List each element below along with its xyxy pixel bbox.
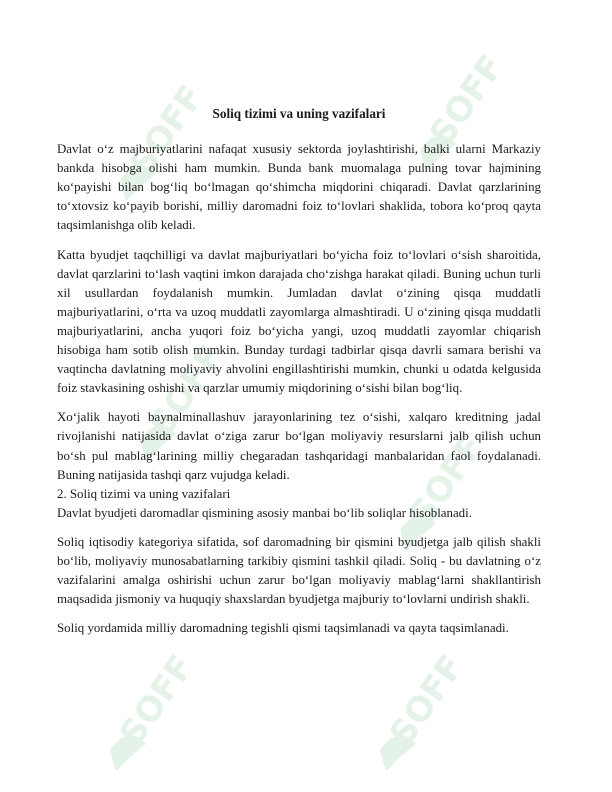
document-body — [57, 104, 541, 648]
document-title: Soliq tizimi va uning vazifalari — [212, 106, 386, 121]
section-heading: 2. Soliq tizimi va uning vazifalari — [57, 486, 231, 501]
svg-text:SOFF: SOFF — [111, 648, 203, 753]
svg-text:SOFF: SOFF — [401, 428, 493, 533]
paragraph: Xo‘jalik hayoti baynalminallashuv jarayonlarining tez o‘sishi, xalqaro kreditning jadal rivojlanishi natijasida davlat o‘ziga zarur bo‘lgan moliyaviy resurslarni jalb qilish uchun bo‘sh pul mablag‘larining milliy chegaradan tashqaridagi manbalaridan faol foydalanadi. Buning natijasida tashqi qarz vujudga keladi. — [57, 410, 541, 482]
svg-text:SOFF: SOFF — [421, 48, 513, 153]
svg-text:SOFF: SOFF — [381, 648, 473, 753]
paragraph: Katta byudjet taqchilligi va davlat majburiyatlari bo‘yicha foiz to‘lovlari o‘sish sharoitida, davlat qarzlarini to‘lash vaqtini imkon darajada cho‘zishga harakat qiladi. Buning uchun turli xil usullardan foydalanish mumkin. Jumladan davlat o‘zining qisqa muddatli majburiyatlarini, o‘rta va uzoq muddatli zayomlarga almashtiradi. U o‘zining qisqa muddatli majburiyatlarini, ancha yuqori foiz bo‘yicha yangi, uzoq muddatli zayomlar chiqarish hisobiga ham sotib olish mumkin. Bunday turdagi tadbirlar qisqa davrli samara berishi va vaqtincha davlatning moliyaviy ahvolini engillashtirishi mumkin, chunki u odatda kelgusida foiz stavkasining oshishi va qarzlar umumiy miqdorining o‘sishi bilan bog‘liq. — [57, 247, 541, 396]
svg-text:SOFF: SOFF — [121, 78, 213, 183]
svg-text:SOFF: SOFF — [141, 338, 233, 443]
paragraph: Soliq yordamida milliy daromadning tegishli qismi taqsimlanadi va qayta taqsimlanadi. — [57, 621, 509, 636]
section-lead: Davlat byudjeti daromadlar qismining asosiy manbai bo‘lib soliqlar hisoblanadi. — [57, 505, 472, 520]
paragraph: Soliq iqtisodiy kategoriya sifatida, sof daromadning bir qismini byudjetga jalb qilish shakli bo‘lib, moliyaviy munosabatlarning tarkibiy qismini tashkil qiladi. Soliq - bu davlatning o‘z vazifalarini amalga oshirishi uchun zarur bo‘lgan moliyaviy mablag‘larni shakllantirish maqsadida jismoniy va huquqiy shaxslardan byudjetga majburiy to‘lovlarni undirish shakli. — [57, 534, 541, 607]
soff-watermark-icon — [90, 640, 220, 770]
paragraph: Davlat o‘z majburiyatlarini nafaqat xususiy sektorda joylashtirishi, balki ularni Markaziy bankda hisobga olishi ham mumkin. Bunda bank muomalaga pulning tovar hajmining ko‘payishi bilan bog‘liq bo‘lmagan qo‘shimcha miqdorini chiqaradi. Davlat qarzlarining to‘xtovsiz ko‘payib borishi, milliy daromadni foiz to‘lovlari shaklida, tobora ko‘proq qayta taqsimlanishga olib keladi. — [57, 142, 541, 233]
soff-watermark-icon — [360, 640, 490, 770]
